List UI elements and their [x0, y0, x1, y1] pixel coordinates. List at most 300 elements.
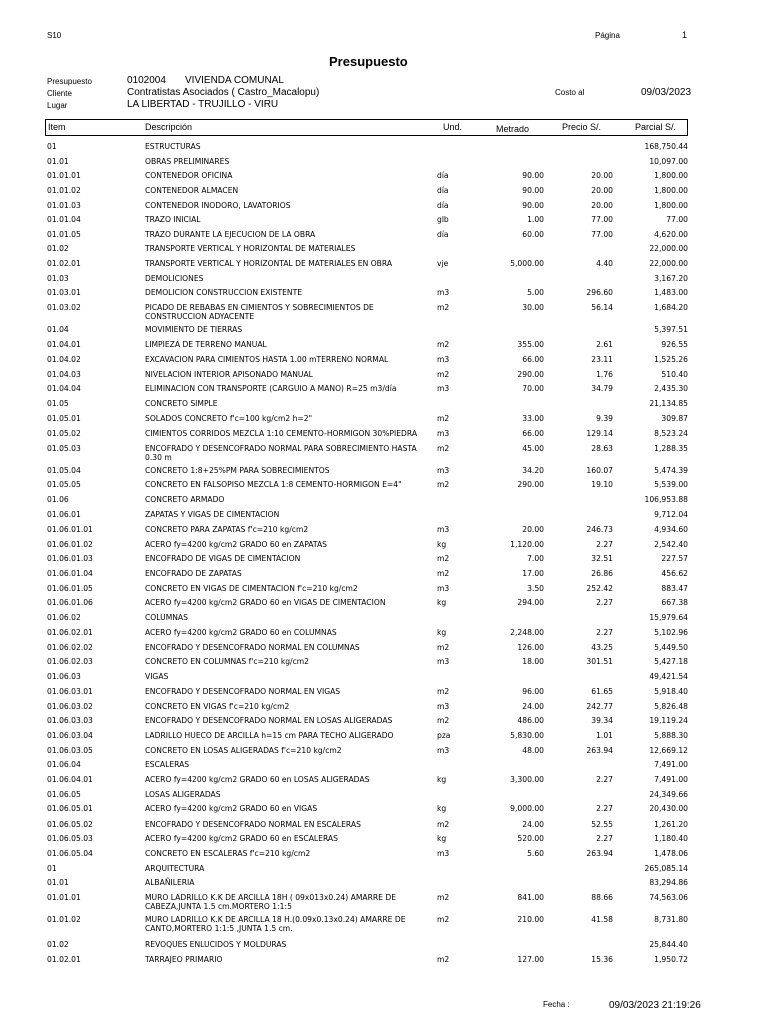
row-item: 01.05.04 — [47, 466, 81, 475]
row-unit: día — [437, 230, 449, 239]
row-metrado: 520.00 — [517, 834, 544, 843]
row-precio: 9.39 — [596, 414, 613, 423]
row-precio: 77.00 — [591, 215, 613, 224]
row-parcial: 510.40 — [661, 370, 688, 379]
row-precio: 2.27 — [596, 775, 613, 784]
row-precio: 263.94 — [586, 849, 613, 858]
row-unit: kg — [437, 598, 447, 607]
row-unit: m2 — [437, 955, 450, 964]
fecha-value: 09/03/2023 21:19:26 — [609, 1000, 701, 1011]
row-metrado: 60.00 — [522, 230, 544, 239]
row-precio: 32.51 — [591, 554, 613, 563]
row-metrado: 290.00 — [517, 370, 544, 379]
row-description: CONCRETO EN ESCALERAS f'c=210 kg/cm2 — [145, 849, 311, 858]
row-parcial: 22,000.00 — [649, 244, 688, 253]
row-metrado: 17.00 — [522, 569, 544, 578]
row-item: 01.06.01.04 — [47, 569, 93, 578]
lugar-value: LA LIBERTAD - TRUJILLO - VIRU — [127, 99, 279, 110]
row-precio: 296.60 — [586, 288, 613, 297]
row-item: 01.06.03.03 — [47, 716, 93, 725]
row-metrado: 127.00 — [517, 955, 544, 964]
row-item: 01.02.01 — [47, 259, 81, 268]
row-precio: 1.76 — [596, 370, 613, 379]
row-metrado: 30.00 — [522, 303, 544, 312]
row-parcial: 168,750.44 — [644, 142, 688, 151]
row-parcial: 1,800.00 — [654, 171, 688, 180]
row-metrado: 66.00 — [522, 429, 544, 438]
row-unit: m3 — [437, 288, 450, 297]
row-description: ACERO fy=4200 kg/cm2 GRADO 60 en VIGAS — [145, 804, 318, 813]
row-unit: m2 — [437, 480, 450, 489]
row-unit: m2 — [437, 303, 450, 312]
row-description: CIMIENTOS CORRIDOS MEZCLA 1:10 CEMENTO-HORMIGON 30%PIEDRA — [145, 429, 418, 438]
row-description: CONCRETO EN COLUMNAS f'c=210 kg/cm2 — [145, 657, 309, 666]
row-item: 01.04 — [47, 325, 69, 334]
row-item: 01.02 — [47, 940, 69, 949]
row-metrado: 5,830.00 — [510, 731, 544, 740]
row-item: 01.01.03 — [47, 201, 81, 210]
row-item: 01.05.02 — [47, 429, 81, 438]
row-precio: 242.77 — [586, 702, 613, 711]
row-item: 01.06.03.02 — [47, 702, 93, 711]
row-description: EXCAVACION PARA CIMIENTOS HASTA 1.00 mTERRENO NORMAL — [145, 355, 389, 364]
row-item: 01.01.04 — [47, 215, 81, 224]
row-precio: 39.34 — [591, 716, 613, 725]
row-unit: m3 — [437, 702, 450, 711]
row-parcial: 5,474.39 — [654, 466, 688, 475]
row-parcial: 5,539.00 — [654, 480, 688, 489]
row-item: 01.03.02 — [47, 303, 81, 312]
row-parcial: 77.00 — [666, 215, 688, 224]
row-description: ARQUITECTURA — [145, 864, 205, 873]
row-unit: m2 — [437, 414, 450, 423]
row-description: ESTRUCTURAS — [145, 142, 201, 151]
col-metrado: Metrado — [496, 124, 530, 134]
lugar-label: Lugar — [47, 101, 68, 110]
row-description: ENCOFRADO Y DESENCOFRADO NORMAL PARA SOBRECIMIENTO HASTA 0.30 m — [145, 444, 417, 462]
row-description: LOSAS ALIGERADAS — [145, 790, 221, 799]
row-parcial: 5,102.96 — [654, 628, 688, 637]
row-item: 01.06.05.02 — [47, 820, 93, 829]
row-metrado: 66.00 — [522, 355, 544, 364]
row-unit: kg — [437, 775, 447, 784]
row-parcial: 1,800.00 — [654, 201, 688, 210]
row-parcial: 4,934.60 — [654, 525, 688, 534]
row-unit: kg — [437, 540, 447, 549]
row-item: 01.05.05 — [47, 480, 81, 489]
row-description: ALBAÑILERIA — [145, 878, 195, 887]
row-precio: 20.00 — [591, 186, 613, 195]
row-item: 01.06.05.03 — [47, 834, 93, 843]
row-description: ENCOFRADO Y DESENCOFRADO NORMAL EN COLUMNAS — [145, 643, 360, 652]
row-description: ENCOFRADO DE ZAPATAS — [145, 569, 242, 578]
row-parcial: 5,397.51 — [654, 325, 688, 334]
row-item: 01.06.01 — [47, 510, 81, 519]
row-description: VIGAS — [145, 672, 169, 681]
row-precio: 4.40 — [596, 259, 613, 268]
row-parcial: 49,421.54 — [649, 672, 688, 681]
row-description: TARRAJEO PRIMARIO — [145, 955, 223, 964]
row-precio: 2.27 — [596, 804, 613, 813]
row-metrado: 24.00 — [522, 702, 544, 711]
row-parcial: 1,684.20 — [654, 303, 688, 312]
row-parcial: 4,620.00 — [654, 230, 688, 239]
row-unit: m3 — [437, 384, 450, 393]
row-metrado: 290.00 — [517, 480, 544, 489]
row-item: 01 — [47, 142, 57, 151]
row-unit: m3 — [437, 746, 450, 755]
row-parcial: 456.62 — [661, 569, 688, 578]
row-unit: día — [437, 201, 449, 210]
row-precio: 77.00 — [591, 230, 613, 239]
row-description: ACERO fy=4200 kg/cm2 GRADO 60 en ESCALERAS — [145, 834, 338, 843]
row-parcial: 1,261.20 — [654, 820, 688, 829]
row-precio: 20.00 — [591, 171, 613, 180]
row-item: 01.02.01 — [47, 955, 81, 964]
col-parcial: Parcial S/. — [635, 122, 677, 132]
row-parcial: 1,478.06 — [654, 849, 688, 858]
row-parcial: 21,134.85 — [649, 399, 688, 408]
row-description: COLUMNAS — [145, 613, 188, 622]
row-description: OBRAS PRELIMINARES — [145, 157, 230, 166]
row-metrado: 841.00 — [517, 893, 544, 902]
row-precio: 26.86 — [591, 569, 613, 578]
row-item: 01.06.04.01 — [47, 775, 93, 784]
row-item: 01.06.03.01 — [47, 687, 93, 696]
col-item: Item — [48, 122, 66, 132]
row-precio: 88.66 — [591, 893, 613, 902]
row-item: 01.01.01 — [47, 893, 81, 902]
row-parcial: 1,950.72 — [654, 955, 688, 964]
presupuesto-name: VIVIENDA COMUNAL — [185, 75, 284, 86]
row-precio: 1.01 — [596, 731, 613, 740]
row-item: 01.06.05.04 — [47, 849, 93, 858]
row-description: ZAPATAS Y VIGAS DE CIMENTACION — [145, 510, 280, 519]
row-unit: m2 — [437, 687, 450, 696]
row-unit: m2 — [437, 915, 450, 924]
col-precio: Precio S/. — [562, 122, 602, 132]
row-unit: m2 — [437, 643, 450, 652]
row-parcial: 10,097.00 — [649, 157, 688, 166]
row-item: 01.06.05 — [47, 790, 81, 799]
row-description: CONCRETO SIMPLE — [145, 399, 218, 408]
row-precio: 2.27 — [596, 834, 613, 843]
row-unit: m3 — [437, 584, 450, 593]
row-precio: 41.58 — [591, 915, 613, 924]
row-description: CONTENEDOR INODORO, LAVATORIOS — [145, 201, 291, 210]
row-description: CONCRETO PARA ZAPATAS f'c=210 kg/cm2 — [145, 525, 309, 534]
page-number: 1 — [682, 30, 688, 40]
row-parcial: 19,119.24 — [649, 716, 688, 725]
row-parcial: 883.47 — [661, 584, 688, 593]
row-item: 01.06 — [47, 495, 69, 504]
row-item: 01.06.01.06 — [47, 598, 93, 607]
row-description: CONCRETO EN VIGAS DE CIMENTACION f'c=210 kg/cm2 — [145, 584, 358, 593]
row-precio: 19.10 — [591, 480, 613, 489]
row-description: PICADO DE REBABAS EN CIMIENTOS Y SOBRECIMIENTOS DE CONSTRUCCION ADYACENTE — [145, 303, 374, 321]
row-parcial: 1,180.40 — [654, 834, 688, 843]
row-item: 01.05.03 — [47, 444, 81, 453]
row-item: 01.06.01.03 — [47, 554, 93, 563]
fecha-label: Fecha : — [543, 1000, 570, 1009]
row-parcial: 12,669.12 — [649, 746, 688, 755]
row-item: 01.01 — [47, 157, 69, 166]
row-description: ACERO fy=4200 kg/cm2 GRADO 60 en LOSAS ALIGERADAS — [145, 775, 370, 784]
row-item: 01.06.01.05 — [47, 584, 93, 593]
row-unit: kg — [437, 834, 447, 843]
row-description: NIVELACION INTERIOR APISONADO MANUAL — [145, 370, 313, 379]
row-description: TRAZO INICIAL — [145, 215, 201, 224]
row-parcial: 7,491.00 — [654, 760, 688, 769]
costo-label: Costo al — [555, 88, 585, 97]
row-description: ENCOFRADO Y DESENCOFRADO NORMAL EN LOSAS ALIGERADAS — [145, 716, 393, 725]
row-description: DEMOLICIONES — [145, 274, 204, 283]
row-parcial: 309.87 — [661, 414, 688, 423]
row-metrado: 5.60 — [527, 849, 544, 858]
row-item: 01.06.01.01 — [47, 525, 93, 534]
row-description: ENCOFRADO Y DESENCOFRADO NORMAL EN ESCALERAS — [145, 820, 361, 829]
row-description: MOVIMIENTO DE TIERRAS — [145, 325, 243, 334]
row-description: CONCRETO EN VIGAS f'c=210 kg/cm2 — [145, 702, 290, 711]
row-parcial: 9,712.04 — [654, 510, 688, 519]
row-unit: día — [437, 171, 449, 180]
row-metrado: 48.00 — [522, 746, 544, 755]
row-precio: 301.51 — [586, 657, 613, 666]
row-unit: m3 — [437, 849, 450, 858]
row-item: 01.04.03 — [47, 370, 81, 379]
row-unit: m3 — [437, 429, 450, 438]
row-parcial: 2,542.40 — [654, 540, 688, 549]
row-precio: 52.55 — [591, 820, 613, 829]
col-und: Und. — [443, 122, 463, 132]
row-metrado: 5.00 — [527, 288, 544, 297]
row-description: CONCRETO ARMADO — [145, 495, 225, 504]
costo-date: 09/03/2023 — [641, 87, 692, 98]
page-label: Página — [595, 31, 620, 40]
row-parcial: 265,085.14 — [644, 864, 688, 873]
row-parcial: 5,427.18 — [654, 657, 688, 666]
row-metrado: 45.00 — [522, 444, 544, 453]
row-item: 01.03.01 — [47, 288, 81, 297]
presupuesto-label: Presupuesto — [47, 77, 92, 86]
row-metrado: 486.00 — [517, 716, 544, 725]
row-unit: m2 — [437, 340, 450, 349]
row-description: MURO LADRILLO K.K DE ARCILLA 18 H.(0.09x0.13x0.24) AMARRE DE CANTO,MORTERO 1:1:5 ,JUNTA 1.5 cm. — [145, 915, 406, 933]
row-parcial: 22,000.00 — [649, 259, 688, 268]
row-metrado: 294.00 — [517, 598, 544, 607]
row-item: 01.02 — [47, 244, 69, 253]
row-precio: 15.36 — [591, 955, 613, 964]
row-description: CONCRETO 1:8+25%PM PARA SOBRECIMIENTOS — [145, 466, 330, 475]
row-description: ELIMINACION CON TRANSPORTE (CARGUIO A MANO) R=25 m3/día — [145, 384, 397, 393]
row-unit: m2 — [437, 370, 450, 379]
row-description: CONTENEDOR ALMACEN — [145, 186, 239, 195]
row-unit: vje — [437, 259, 449, 268]
row-unit: m3 — [437, 657, 450, 666]
row-unit: m3 — [437, 355, 450, 364]
row-description: TRANSPORTE VERTICAL Y HORIZONTAL DE MATERIALES EN OBRA — [145, 259, 393, 268]
row-metrado: 70.00 — [522, 384, 544, 393]
row-description: SOLADOS CONCRETO f'c=100 kg/cm2 h=2" — [145, 414, 313, 423]
row-description: LIMPIEZA DE TERRENO MANUAL — [145, 340, 267, 349]
row-description: REVOQUES ENLUCIDOS Y MOLDURAS — [145, 940, 287, 949]
row-item: 01.04.02 — [47, 355, 81, 364]
row-precio: 2.61 — [596, 340, 613, 349]
row-metrado: 2,248.00 — [510, 628, 544, 637]
row-description: DEMOLICION CONSTRUCCION EXISTENTE — [145, 288, 303, 297]
row-precio: 160.07 — [586, 466, 613, 475]
row-parcial: 24,349.66 — [649, 790, 688, 799]
row-precio: 129.14 — [586, 429, 613, 438]
row-description: ACERO fy=4200 kg/cm2 GRADO 60 en VIGAS DE CIMENTACION — [145, 598, 386, 607]
row-unit: m2 — [437, 820, 450, 829]
row-parcial: 106,953.88 — [644, 495, 688, 504]
row-metrado: 33.00 — [522, 414, 544, 423]
row-precio: 2.27 — [596, 598, 613, 607]
row-item: 01 — [47, 864, 57, 873]
row-item: 01.01.05 — [47, 230, 81, 239]
row-parcial: 667.38 — [661, 598, 688, 607]
row-metrado: 20.00 — [522, 525, 544, 534]
row-description: TRANSPORTE VERTICAL Y HORIZONTAL DE MATERIALES — [145, 244, 356, 253]
row-description: CONTENEDOR OFICINA — [145, 171, 233, 180]
row-precio: 20.00 — [591, 201, 613, 210]
row-item: 01.06.01.02 — [47, 540, 93, 549]
row-item: 01.04.01 — [47, 340, 81, 349]
row-parcial: 3,167.20 — [654, 274, 688, 283]
row-metrado: 96.00 — [522, 687, 544, 696]
row-item: 01.06.04 — [47, 760, 81, 769]
row-unit: m2 — [437, 716, 450, 725]
row-item: 01.06.02.02 — [47, 643, 93, 652]
row-parcial: 5,449.50 — [654, 643, 688, 652]
row-parcial: 1,800.00 — [654, 186, 688, 195]
row-description: CONCRETO EN FALSOPISO MEZCLA 1:8 CEMENTO-HORMIGON E=4" — [145, 480, 402, 489]
row-item: 01.06.02.03 — [47, 657, 93, 666]
row-metrado: 90.00 — [522, 171, 544, 180]
col-descripcion: Descripción — [145, 122, 193, 132]
row-unit: m2 — [437, 444, 450, 453]
row-precio: 61.65 — [591, 687, 613, 696]
row-metrado: 3,300.00 — [510, 775, 544, 784]
row-parcial: 74,563.06 — [649, 893, 688, 902]
row-unit: m2 — [437, 893, 450, 902]
row-metrado: 3.50 — [527, 584, 544, 593]
row-unit: kg — [437, 804, 447, 813]
row-parcial: 8,523.24 — [654, 429, 688, 438]
row-unit: día — [437, 186, 449, 195]
row-parcial: 227.57 — [661, 554, 688, 563]
cliente-value: Contratistas Asociados ( Castro_Macalopu) — [127, 87, 320, 98]
row-metrado: 9,000.00 — [510, 804, 544, 813]
row-description: ENCOFRADO Y DESENCOFRADO NORMAL EN VIGAS — [145, 687, 341, 696]
row-parcial: 20,430.00 — [649, 804, 688, 813]
document-title: Presupuesto — [329, 54, 408, 69]
row-item: 01.06.03.04 — [47, 731, 93, 740]
row-item: 01.01 — [47, 878, 69, 887]
row-unit: m2 — [437, 554, 450, 563]
row-description: LADRILLO HUECO DE ARCILLA h=15 cm PARA TECHO ALIGERADO — [145, 731, 394, 740]
row-precio: 23.11 — [591, 355, 613, 364]
row-precio: 246.73 — [586, 525, 613, 534]
row-precio: 43.25 — [591, 643, 613, 652]
row-parcial: 5,888.30 — [654, 731, 688, 740]
row-item: 01.06.02 — [47, 613, 81, 622]
row-item: 01.03 — [47, 274, 69, 283]
row-metrado: 7.00 — [527, 554, 544, 563]
row-parcial: 7,491.00 — [654, 775, 688, 784]
row-item: 01.01.02 — [47, 915, 81, 924]
row-description: ESCALERAS — [145, 760, 190, 769]
row-metrado: 90.00 — [522, 186, 544, 195]
row-unit: pza — [437, 731, 451, 740]
row-item: 01.04.04 — [47, 384, 81, 393]
row-unit: kg — [437, 628, 447, 637]
row-precio: 28.63 — [591, 444, 613, 453]
row-parcial: 15,979.64 — [649, 613, 688, 622]
row-parcial: 8,731.80 — [654, 915, 688, 924]
row-metrado: 210.00 — [517, 915, 544, 924]
row-precio: 252.42 — [586, 584, 613, 593]
row-parcial: 5,826.48 — [654, 702, 688, 711]
row-item: 01.05 — [47, 399, 69, 408]
row-metrado: 34.20 — [522, 466, 544, 475]
row-item: 01.06.02.01 — [47, 628, 93, 637]
row-description: ACERO fy=4200 kg/cm2 GRADO 60 en ZAPATAS — [145, 540, 327, 549]
row-metrado: 5,000.00 — [510, 259, 544, 268]
row-metrado: 18.00 — [522, 657, 544, 666]
row-metrado: 126.00 — [517, 643, 544, 652]
row-unit: m3 — [437, 466, 450, 475]
row-precio: 263.94 — [586, 746, 613, 755]
cliente-label: Cliente — [47, 89, 72, 98]
row-description: ENCOFRADO DE VIGAS DE CIMENTACION — [145, 554, 301, 563]
row-precio: 2.27 — [596, 628, 613, 637]
row-item: 01.05.01 — [47, 414, 81, 423]
row-precio: 56.14 — [591, 303, 613, 312]
row-description: ACERO fy=4200 kg/cm2 GRADO 60 en COLUMNAS — [145, 628, 337, 637]
row-description: CONCRETO EN LOSAS ALIGERADAS f'c=210 kg/cm2 — [145, 746, 342, 755]
row-metrado: 24.00 — [522, 820, 544, 829]
presupuesto-code: 0102004 — [127, 75, 166, 86]
row-parcial: 2,435.30 — [654, 384, 688, 393]
row-parcial: 83,294.86 — [649, 878, 688, 887]
row-metrado: 1,120.00 — [510, 540, 544, 549]
row-item: 01.06.03.05 — [47, 746, 93, 755]
row-metrado: 1.00 — [527, 215, 544, 224]
report-code: S10 — [47, 31, 62, 40]
row-metrado: 90.00 — [522, 201, 544, 210]
row-unit: m3 — [437, 525, 450, 534]
row-unit: m2 — [437, 569, 450, 578]
row-item: 01.01.02 — [47, 186, 81, 195]
row-item: 01.01.01 — [47, 171, 81, 180]
row-parcial: 25,844.40 — [649, 940, 688, 949]
row-parcial: 5,918.40 — [654, 687, 688, 696]
row-description: MURO LADRILLO K.K DE ARCILLA 18H ( 09x013x0.24) AMARRE DE CABEZA,JUNTA 1.5 cm.MORTERO 1:1:5 — [145, 893, 396, 911]
row-unit: glb — [437, 215, 449, 224]
row-parcial: 1,525.26 — [654, 355, 688, 364]
row-metrado: 355.00 — [517, 340, 544, 349]
row-parcial: 926.55 — [661, 340, 688, 349]
row-parcial: 1,288.35 — [654, 444, 688, 453]
row-precio: 2.27 — [596, 540, 613, 549]
row-parcial: 1,483.00 — [654, 288, 688, 297]
row-precio: 34.79 — [591, 384, 613, 393]
row-item: 01.06.03 — [47, 672, 81, 681]
row-description: TRAZO DURANTE LA EJECUCION DE LA OBRA — [145, 230, 316, 239]
row-item: 01.06.05.01 — [47, 804, 93, 813]
